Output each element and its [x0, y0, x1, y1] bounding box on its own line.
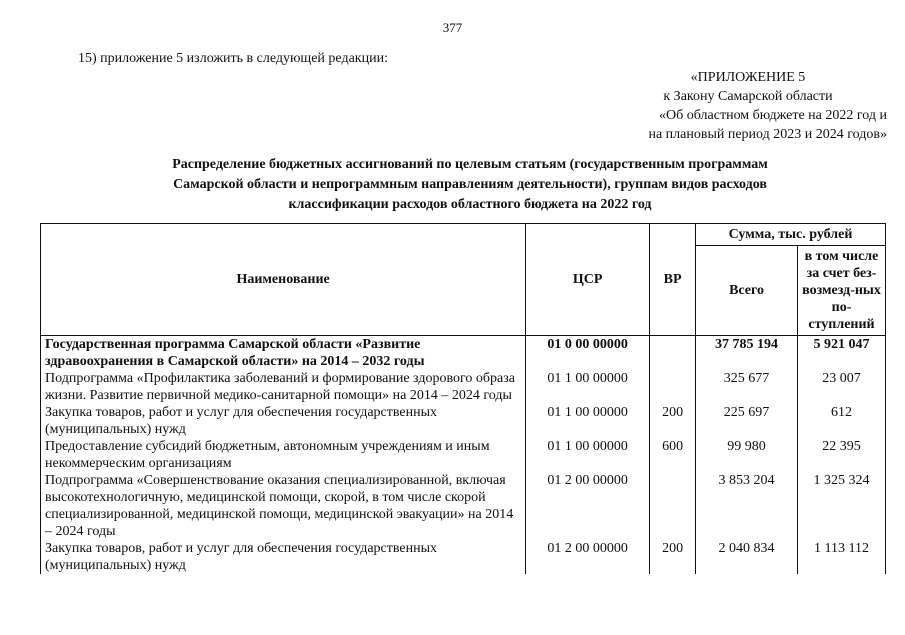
row-name: Предоставление субсидий бюджетным, автономным учреждениям и иным некоммерческим организациям	[41, 438, 526, 472]
row-total: 37 785 194	[696, 336, 798, 371]
budget-table	[40, 223, 886, 574]
header-free: в том числе за счет без-возмезд-ных по-ступлений	[798, 246, 886, 336]
row-free: 5 921 047	[798, 336, 886, 371]
row-vr: 200	[650, 404, 696, 438]
intro-text: 15) приложение 5 изложить в следующей редакции:	[78, 51, 388, 66]
page-number: 377	[442, 20, 463, 35]
row-total: 3 853 204	[696, 472, 798, 540]
row-csr: 01 2 00 00000	[526, 472, 650, 540]
row-csr: 01 0 00 00000	[526, 336, 650, 371]
row-name: Подпрограмма «Совершенствование оказания специализированной, включая высокотехнологичную, медицинской помощи, скорой, в том числе скорой специализированной, медицинской помощи, медицинской эвакуации» на 2014 – 2024 годы	[41, 472, 526, 540]
table-body	[41, 336, 886, 575]
row-free: 23 007	[798, 370, 886, 404]
table-row	[41, 540, 886, 574]
row-free: 22 395	[798, 438, 886, 472]
header-csr: ЦСР	[526, 224, 650, 336]
header-vr: ВР	[650, 224, 696, 336]
row-csr: 01 2 00 00000	[526, 540, 650, 574]
row-vr	[650, 370, 696, 404]
table-row	[41, 370, 886, 404]
row-name: Закупка товаров, работ и услуг для обеспечения государственных (муниципальных) нужд	[41, 540, 526, 574]
row-free: 612	[798, 404, 886, 438]
row-total: 325 677	[696, 370, 798, 404]
table-row	[41, 404, 886, 438]
row-free: 1 325 324	[798, 472, 886, 540]
title-line-1: Распределение бюджетных ассигнований по целевым статьям (государственным программам	[172, 157, 768, 172]
row-vr: 600	[650, 438, 696, 472]
row-csr: 01 1 00 00000	[526, 404, 650, 438]
title-line-2: Самарской области и непрограммным направлениям деятельности), группам видов расходов	[173, 177, 767, 192]
appendix-line-3: «Об областном бюджете на 2022 год и	[659, 108, 887, 123]
row-total: 99 980	[696, 438, 798, 472]
row-csr: 01 1 00 00000	[526, 370, 650, 404]
row-name: Подпрограмма «Профилактика заболеваний и формирование здорового образа жизни. Развитие первичной медико-санитарной помощи» на 2014 – 2024 годы	[41, 370, 526, 404]
header-sum: Сумма, тыс. рублей	[696, 224, 886, 246]
title-line-3: классификации расходов областного бюджета на 2022 год	[288, 197, 652, 212]
table-row	[41, 472, 886, 540]
table-row	[41, 336, 886, 371]
row-free: 1 113 112	[798, 540, 886, 574]
row-vr	[650, 336, 696, 371]
header-name: Наименование	[41, 224, 526, 336]
header-total: Всего	[696, 246, 798, 336]
row-total: 2 040 834	[696, 540, 798, 574]
appendix-line-2: к Закону Самарской области	[663, 89, 833, 104]
document-title	[120, 155, 820, 215]
appendix-line-1: «ПРИЛОЖЕНИЕ 5	[690, 70, 806, 85]
row-name: Закупка товаров, работ и услуг для обеспечения государственных (муниципальных) нужд	[41, 404, 526, 438]
row-name: Государственная программа Самарской области «Развитие здравоохранения в Самарской области» на 2014 – 2032 годы	[41, 336, 526, 371]
row-csr: 01 1 00 00000	[526, 438, 650, 472]
row-vr	[650, 472, 696, 540]
row-total: 225 697	[696, 404, 798, 438]
row-vr: 200	[650, 540, 696, 574]
appendix-header	[587, 68, 887, 144]
appendix-line-4: на плановый период 2023 и 2024 годов»	[648, 127, 887, 142]
table-row	[41, 438, 886, 472]
